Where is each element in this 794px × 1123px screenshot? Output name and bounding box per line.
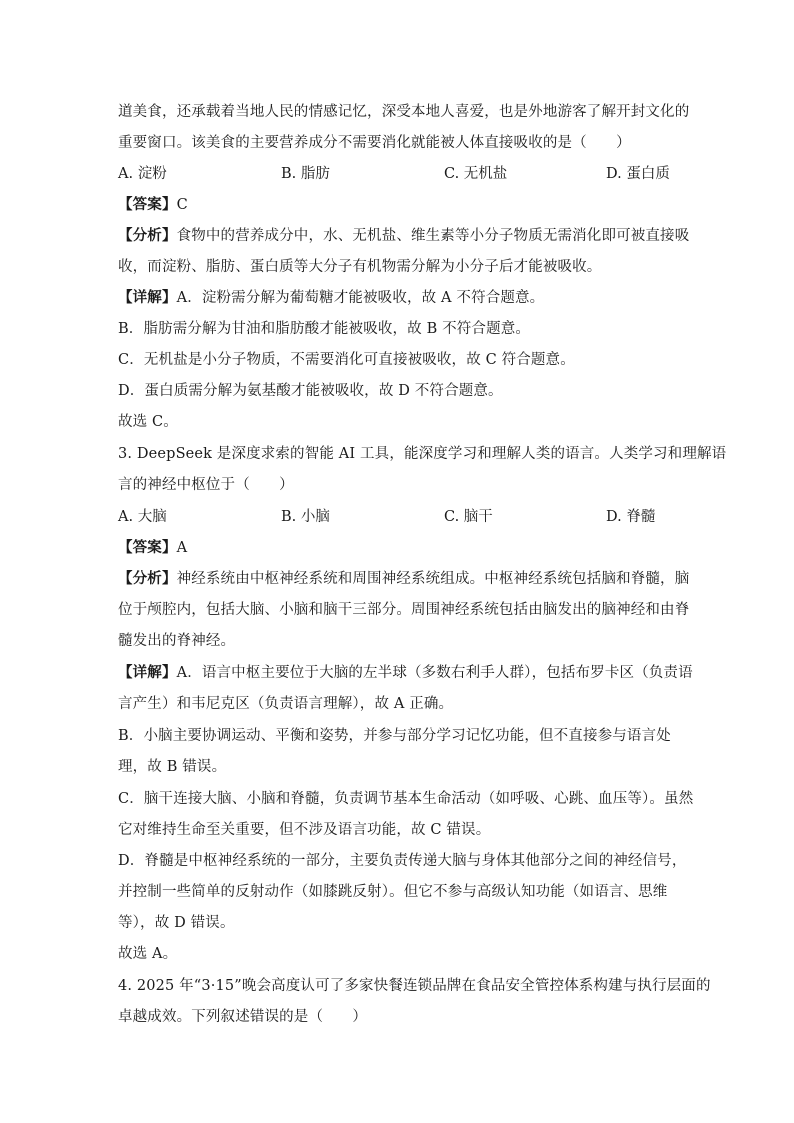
detail-text: A．淀粉需分解为葡萄糖才能被吸收，故 A 不符合题意。 — [176, 290, 545, 306]
q3-detail-b-line-2: 理，故 B 错误。 — [118, 759, 227, 775]
q3-options — [118, 505, 678, 529]
q2-option-a: A. 淀粉 — [118, 166, 167, 182]
q3-detail-a-line-1 — [118, 661, 693, 685]
q3-analysis-line-1 — [118, 567, 690, 591]
q2-analysis-line-2: 收，而淀粉、脂肪、蛋白质等大分子有机物需分解为小分子后才能被吸收。 — [118, 259, 602, 275]
q3-option-a: A. 大脑 — [118, 509, 167, 525]
q3-option-c: C. 脑干 — [444, 509, 493, 525]
q2-detail-b: B．脂肪需分解为甘油和脂肪酸才能被吸收，故 B 不符合题意。 — [118, 321, 531, 337]
q2-option-d: D. 蛋白质 — [606, 166, 670, 182]
answer-tag: 【答案】 — [118, 196, 177, 213]
answer-tag: 【答案】 — [118, 539, 177, 556]
q3-stem-line-2: 言的神经中枢位于（ ） — [118, 477, 294, 493]
q3-detail-d-line-1: D．脊髓是中枢神经系统的一部分，主要负责传递大脑与身体其他部分之间的神经信号， — [118, 853, 687, 869]
q2-stem-line-2: 重要窗口。该美食的主要营养成分不需要消化就能被人体直接吸收的是（ ） — [118, 135, 631, 151]
q4-stem-line-2: 卓越成效。下列叙述错误的是（ ） — [118, 1009, 368, 1025]
q3-analysis-line-2: 位于颅腔内，包括大脑、小脑和脑干三部分。周围神经系统包括由脑发出的脑神经和由脊 — [118, 602, 690, 618]
q3-detail-c-line-2: 它对维持生命至关重要，但不涉及语言功能，故 C 错误。 — [118, 822, 491, 838]
analysis-tag: 【分析】 — [118, 570, 177, 587]
q3-detail-d-line-2: 并控制一些简单的反射动作（如膝跳反射）。但它不参与高级认知功能（如语言、思维 — [118, 884, 668, 900]
q3-option-b: B. 小脑 — [281, 509, 330, 525]
q2-option-c: C. 无机盐 — [444, 166, 508, 182]
q3-stem-line-1: 3. DeepSeek 是深度求索的智能 AI 工具，能深度学习和理解人类的语言。人类学习和理解语 — [118, 446, 727, 462]
detail-tag: 【详解】 — [118, 664, 177, 681]
q3-answer — [118, 536, 678, 560]
q2-stem-line-1: 道美食，还承载着当地人民的情感记忆，深受本地人喜爱，也是外地游客了解开封文化的 — [118, 104, 690, 120]
q3-detail-d-line-3: 等），故 D 错误。 — [118, 915, 235, 931]
analysis-text: 神经系统由中枢神经系统和周围神经系统组成。中枢神经系统包括脑和脊髓，脑 — [176, 571, 690, 587]
q2-conclusion: 故选 C。 — [118, 414, 178, 430]
q3-detail-b-line-1: B．小脑主要协调运动、平衡和姿势，并参与部分学习记忆功能，但不直接参与语言处 — [118, 728, 671, 744]
answer-value: A — [176, 540, 188, 556]
analysis-tag: 【分析】 — [118, 227, 177, 244]
detail-text: A．语言中枢主要位于大脑的左半球（多数右利手人群），包括布罗卡区（负责语 — [176, 665, 693, 681]
q2-detail-c: C．无机盐是小分子物质，不需要消化可直接被吸收，故 C 符合题意。 — [118, 352, 575, 368]
q3-conclusion: 故选 A。 — [118, 946, 178, 962]
analysis-text: 食物中的营养成分中，水、无机盐、维生素等小分子物质无需消化即可被直接吸 — [176, 228, 690, 244]
q2-option-b: B. 脂肪 — [281, 166, 330, 182]
q2-answer — [118, 193, 678, 217]
q2-detail-a — [118, 286, 678, 310]
q3-detail-c-line-1: C．脑干连接大脑、小脑和脊髓，负责调节基本生命活动（如呼吸、心跳、血压等）。虽然 — [118, 791, 694, 807]
q3-analysis-line-3: 髓发出的脊神经。 — [118, 633, 236, 649]
q3-option-d: D. 脊髓 — [606, 509, 656, 525]
answer-value: C — [176, 197, 188, 213]
q3-detail-a-line-2: 言产生）和韦尼克区（负责语言理解），故 A 正确。 — [118, 696, 454, 712]
detail-tag: 【详解】 — [118, 289, 177, 306]
q2-detail-d: D．蛋白质需分解为氨基酸才能被吸收，故 D 不符合题意。 — [118, 383, 503, 399]
q2-options — [118, 162, 678, 186]
q4-stem-line-1: 4. 2025 年“3·15”晚会高度认可了多家快餐连锁品牌在食品安全管控体系构建与执行层面的 — [118, 978, 711, 994]
q2-analysis-line-1 — [118, 224, 690, 248]
